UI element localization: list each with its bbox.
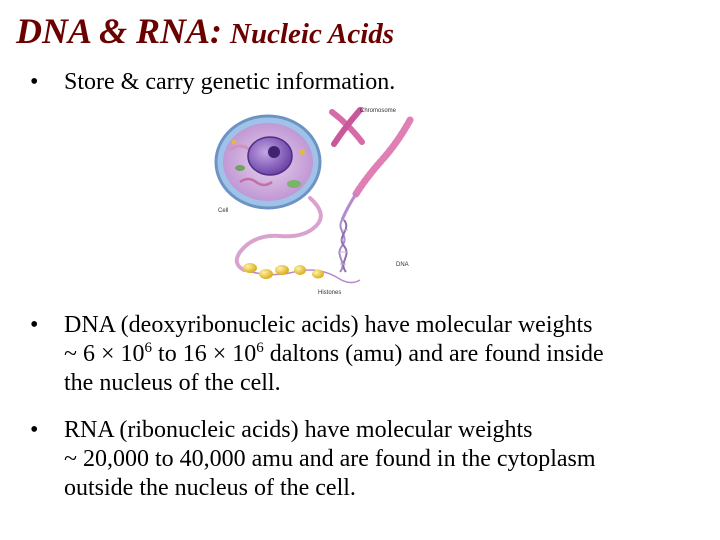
bullet-marker: •	[30, 69, 39, 95]
exponent: 6	[144, 340, 153, 356]
slide-title	[16, 12, 394, 52]
bullet-dna-description	[30, 311, 704, 398]
dna-line-2	[64, 340, 704, 369]
dna-helix-shape	[339, 120, 410, 272]
label-dna: DNA	[396, 262, 409, 268]
nucleolus-shape	[268, 146, 280, 158]
chromosome-shape	[332, 110, 362, 144]
bullet-rna-description	[30, 416, 704, 503]
bullet-marker: •	[30, 417, 39, 443]
bullet-text	[64, 311, 704, 398]
bullet-store-genetic-info	[30, 68, 704, 97]
dna-location-text: daltons (amu) and are found inside	[263, 341, 604, 367]
title-main: DNA & RNA:	[16, 11, 223, 51]
histone-beads	[243, 263, 324, 279]
label-histones: Histones	[318, 290, 342, 296]
dna-line-3: the nucleus of the cell.	[64, 370, 281, 396]
dna-weight-low: ~ 6 × 10	[64, 341, 145, 367]
dna-weight-high: to 16 × 10	[152, 341, 257, 367]
rna-line-1: RNA (ribonucleic acids) have molecular weights	[64, 417, 533, 443]
title-subtitle: Nucleic Acids	[230, 18, 395, 50]
exponent: 6	[256, 340, 264, 356]
cell-dna-illustration	[210, 102, 420, 298]
label-cell: Cell	[218, 208, 229, 214]
bullet-text	[64, 416, 704, 503]
label-chromosome: Chromosome	[360, 108, 397, 114]
dna-line-1: DNA (deoxyribonucleic acids) have molecular weights	[64, 312, 593, 338]
bullet-marker: •	[30, 312, 39, 338]
chromatin-fiber	[237, 198, 321, 270]
rna-line-3: outside the nucleus of the cell.	[64, 475, 356, 501]
bullet-text: Store & carry genetic information.	[64, 69, 396, 95]
rna-line-2: ~ 20,000 to 40,000 amu and are found in the cytoplasm	[64, 446, 596, 472]
